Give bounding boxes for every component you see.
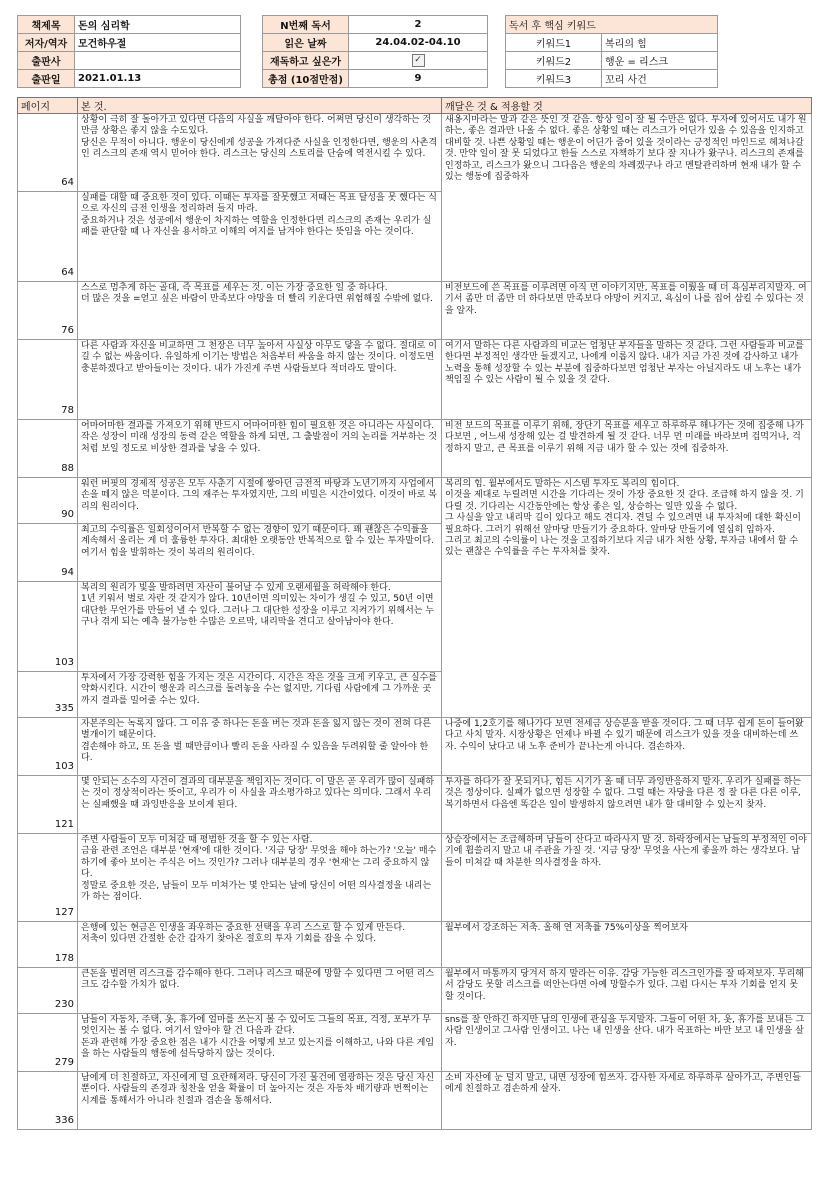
- quote-cell: 은행에 있는 현금은 인생을 좌우하는 중요한 선택을 우리 스스로 할 수 있게 만든다. 저축이 있다면 간절한 순간 갑자기 찾아온 절호의 투자 기회를 잡을 수 있다.: [78, 922, 442, 968]
- quote-cell: 워런 버핏의 경제적 성공은 모두 사춘기 시절에 쌓아던 금전적 바탕과 노년기까지 사업에서 손을 떼지 않은 덕분이다. 그의 재주는 투자였지만, 그의 비밀은 시간이었다. 이것이 바로 복리의 원리이다.: [78, 478, 442, 524]
- page-number: 103: [18, 718, 78, 776]
- score-value: 9: [349, 70, 488, 88]
- date-value: 24.04.02-04.10: [349, 34, 488, 52]
- keyword2-label: 키워드2: [506, 52, 602, 70]
- header-note: 깨달은 것 & 적용할 것: [442, 98, 812, 114]
- quote-cell: 어마어마한 결과를 가져오기 위해 반드시 어마어마한 힘이 필요한 것은 아니라는 사실이다. 작은 성장이 미래 성장의 동력 같은 역할을 하게 되면, 그 출발점이 거의 논리를 거부하는 것처럼 보일 정도로 비상한 결과를 낳을 수 있다.: [78, 420, 442, 478]
- page-number: 78: [18, 340, 78, 420]
- page-number: 121: [18, 776, 78, 834]
- note-cell: 상승장에서는 조급해하며 남들이 산다고 따라사지 말 것. 하락장에서는 남들의 부정적인 이야기에 휩쓸리지 말고 내 주관을 가질 것. '지금 당장' 무엇을 사는게 좋을까 하는 생각보다. 남들이 미쳐갈 때 차분한 의사결정을 하자.: [442, 834, 812, 922]
- page-number: 88: [18, 420, 78, 478]
- quote-cell: 주변 사람들이 모두 미쳐갈 때 평범한 것을 할 수 있는 사람. 금융 관련 조언은 대부분 '현재'에 대한 것이다. '지금 당장' 무엇을 해야 하는가? '오늘' 매수하기에 좋아 보이는 주식은 어느 것인가? 그러나 대부분의 경우 '현재'는 그리 중요하지 않다. 정말로 중요한 것은, 남들이 모두 미쳐가는 몇 안되는 날에 당신이 어떤 의사결정을 내리는가 하는 점이다.: [78, 834, 442, 922]
- title-label: 책제목: [18, 16, 75, 34]
- quote-cell: 최고의 수익률은 일회성이어서 반복할 수 없는 경향이 있기 때문이다. 꽤 괜찮은 수익률을 계속해서 올리는 게 더 훌륭한 투자다. 최대한 오랫동안 반복적으로 할 수 있는 투자말이다. 여기서 힘을 발휘하는 것이 복리의 원리이다.: [78, 524, 442, 582]
- header-page: 페이지: [18, 98, 78, 114]
- note-cell: 복리의 힘. 월부에서도 말하는 시스템 투자도 복리의 힘이다. 이것을 제대로 누릴려면 시간을 기다리는 것이 가장 중요한 것 같다. 조급해 하지 않을 것. 기다릴 것. 기다리는 시간동안에는 항상 좋은 일, 상승하는 일만 있을 수 없다. 그 사실을 알고 내리막 길이 있다고 해도 견디자. 견딜 수 있으려면 내 투자처에 대한 확신이 필요하다. 그러기 위해선 앞마당 만들기가 중요하다. 앞마당 만들기에 열심히 임하자. 그리고 최고의 수익률이 나는 것을 고집하기보다 지금 내가 처한 상황, 투자금 내에서 할 수 있는 괜찮은 수익률을 주는 투자처를 찾자.: [442, 478, 812, 718]
- page-number: 76: [18, 282, 78, 340]
- book-author: 모건하우절: [75, 34, 241, 52]
- note-cell: 여기서 말하는 다른 사람과의 비교는 엄청난 부자들을 말하는 것 같다. 그런 사람들과 비교를 한다면 부정적인 생각만 들겠지고, 나에게 이롭지 않다. 내가 지금 가진 것에 감사하고 내가 노력을 통해 성장할 수 있는 부분에 집중하다보면 엄청난 부자는 아닐지라도 내 노후는 내가 책임질 수 있는 사람이 될 수 있을 것 같다.: [442, 340, 812, 420]
- page-number: 127: [18, 834, 78, 922]
- note-cell: 새옹지마라는 말과 같은 뜻인 것 같음. 항상 일이 잘 될 수만은 없다. 투자에 있어서도 내가 원하는, 좋은 결과만 나올 수 없다. 좋은 상황일 때는 리스크가 어딘가 있을 수 있음을 인지하고 대비할 것. 나쁜 상황일 때는 행운이 어딘가 줌어 있을 것이라는 긍정적인 마인드로 헤쳐나갈 것. 만약 일이 잘 못 되었다고 한들 스스로 자책하기 보다 잘 지나가 왔구나. 리스크의 존재를 인정하고, 리스크가 왔으니 그다음은 행운의 차례겠구나 라고 멘탈관리하며 현재 내가 할 수 있는 행동에 집중하자: [442, 114, 812, 282]
- page-number: 178: [18, 922, 78, 968]
- quote-cell: 남에게 더 친절하고, 자신에게 덜 요란해져라. 당신이 가진 물건에 열광하는 것은 당신 자신뿐이다. 사람들의 존경과 칭찬을 얻을 확률이 더 높아지는 것은 자동차 배기량과 번쩍이는 시계를 통해서가 아니라 친절과 겸손을 통해서다.: [78, 1072, 442, 1130]
- page-number: 279: [18, 1014, 78, 1072]
- page-number: 90: [18, 478, 78, 524]
- quote-cell: 몇 안되는 소수의 사건이 결과의 대부분을 책임지는 것이다. 이 말은 곧 우리가 많이 실패하는 것이 정상적이라는 뜻이고, 우리가 이 사실을 과소평가하고 있다는 의미다. 그래서 우리는 실패했을 때 과잉반응을 보이게 된다.: [78, 776, 442, 834]
- keyword2-value: 행운 = 리스크: [602, 52, 718, 70]
- quote-cell: 자본주의는 녹록지 않다. 그 이유 중 하나는 돈을 버는 것과 돈을 잃지 않는 것이 전혀 다른 별개이기 때문이다. 겸손해야 하고, 또 돈을 벌 때만큼이나 빨리 돈을 사라질 수 있음을 두려워할 줄 알아야 한다.: [78, 718, 442, 776]
- page-number: 64: [18, 114, 78, 192]
- page-number: 230: [18, 968, 78, 1014]
- pub-date-label: 출판일: [18, 70, 75, 88]
- note-cell: 투자를 하다가 잘 못되거나, 힘든 시기가 올 때 너무 과잉반응하지 말자. 우리가 실패를 하는 것은 정상이다. 실패가 없으면 성장할 수 없다. 그럴 때는 자당을 다른 정 잘 다른 다른 이루, 복기하면서 다음엔 똑같은 일이 발생하지 않으려면 내가 할 대비할 수 있는지 찾자.: [442, 776, 812, 834]
- nth-label: N번째 독서: [263, 16, 349, 34]
- page-number: 103: [18, 582, 78, 672]
- publisher-label: 출판사: [18, 52, 75, 70]
- note-cell: sns를 잘 안하긴 하지만 남의 인생에 관심을 두지말자. 그들이 어떤 차, 옷, 휴가를 보내든 그사람 인생이고 그사람 인생이고. 나는 내 인생을 산다. 내가 목표하는 바만 보고 내 인생을 살자.: [442, 1014, 812, 1072]
- keyword1-value: 복리의 힘: [602, 34, 718, 52]
- book-info-table: [17, 15, 241, 88]
- book-title: 돈의 심리학: [75, 16, 241, 34]
- page-number: 64: [18, 192, 78, 282]
- keywords-table: [505, 15, 718, 88]
- note-cell: 월부에서 마통까지 당겨서 하지 말라는 이유. 감당 가능한 리스크인가를 잘 따져보자. 무리해서 감당도 못할 리스크를 떠안는다면 아예 망할수가 있다. 그럼 다시는 투자 기회를 얻지 못 할 것이다.: [442, 968, 812, 1014]
- quote-cell: 투자에서 가장 강력한 힘을 가지는 것은 시간이다. 시간은 작은 것을 크게 키우고, 큰 실수를 약화시킨다. 시간이 행운과 리스크를 돌려놓을 수는 없지만, 기다림 사람에게 그 가까운 곳까지 결과를 밀어줄 수는 있다.: [78, 672, 442, 718]
- quote-cell: 남들이 자동차, 주택, 옷, 휴가에 얼마를 쓰는지 볼 수 있어도 그들의 목표, 걱정, 포부가 무엇인지는 볼 수 없다. 여기서 알아야 할 건 다음과 같다. 돈과 관련해 가장 중요한 점은 내가 시간을 어떻게 보고 있는지를 이해하고, 나와 다른 게임을 하는 사람들의 행동에 설득당하지 않는 것이다.: [78, 1014, 442, 1072]
- note-cell: 소비 자산에 눈 덜지 말고, 내면 성장에 힘쓰자. 감사한 자세로 하루하루 살아가고, 주변인들에게 친절하고 겸손하게 살자.: [442, 1072, 812, 1130]
- reading-notes-table: [17, 97, 812, 1130]
- note-cell: 비전 보드의 목표를 이루기 위해, 장단기 목표를 세우고 하루하루 해나가는 것에 집중해 나가다보면 , 어느새 성장해 있는 걸 발견하게 될 것 같다. 너무 먼 미래를 바라보며 겁먹거나, 걱정하지 말고, 큰 목표를 이루기 위해 지금 내가 할 수 있는 것에 집중하자.: [442, 420, 812, 478]
- quote-cell: 복리의 원리가 빛을 발하려면 자산이 불어날 수 있게 오랜세월을 허락해야 한다. 1년 키워서 별로 자란 것 같지가 않다. 10년이면 의미있는 차이가 생길 수 있고, 50년 이면 대단한 무언가를 만들어 낼 수 있다. 그러나 그 대단한 성장을 이루고 지켜가기 위해서는 누구나 겪게 되는 예측 불가능한 수많은 오르막, 내리막을 견디고 살아남아야 한다.: [78, 582, 442, 672]
- score-label: 총점 (10점만점): [263, 70, 349, 88]
- page-number: 94: [18, 524, 78, 582]
- reread-label: 재독하고 싶은가: [263, 52, 349, 70]
- page-number: 335: [18, 672, 78, 718]
- note-cell: 나중에 1,2호기를 해나가다 보면 전세금 상승분을 받을 것이다. 그 때 너무 쉽게 돈이 들어왔다고 사치 말자. 시장상황은 언제나 바뀔 수 있기 때문에 리스크가 있을 것을 대비하는데 쓰자. 수익이 났다고 내 노후 준비가 끝나는게 아니다. 겸손하자.: [442, 718, 812, 776]
- keyword3-label: 키워드3: [506, 70, 602, 88]
- page-number: 336: [18, 1072, 78, 1130]
- quote-cell: 다른 사람과 자신을 비교하면 그 천장은 너무 높아서 사실상 아무도 닿을 수 없다. 절대로 이길 수 없는 싸움이다. 유일하게 이기는 방법은 처음부터 싸움을 하지 않는 것이다. 이정도면 충분하겠다고 받아들이는 것이다. 내가 가진게 주변 사람들보다 적더라도 말이다.: [78, 340, 442, 420]
- book-publisher: [75, 52, 241, 70]
- keywords-header: 독서 후 핵심 키워드: [506, 16, 718, 34]
- quote-cell: 실패를 대할 때 중요한 것이 있다. 이때는 투자를 잘못했고 저때는 목표 달성을 못 했다는 식으로 자신의 금전 인생을 정리하려 들지 마라. 중요하거나 것은 성공에서 행운이 차지하는 역할을 인정한다면 리스크의 존재는 우리가 실패를 판단할 때 나 자신을 용서하고 이해의 여지를 남겨야 한다는 뜻임을 아는 것이다.: [78, 192, 442, 282]
- reread-checkbox[interactable]: ✓: [412, 54, 425, 67]
- keyword3-value: 꼬리 사건: [602, 70, 718, 88]
- header-quote: 본 것.: [78, 98, 442, 114]
- reading-info-table: [262, 15, 488, 88]
- author-label: 저자/역자: [18, 34, 75, 52]
- nth-value: 2: [349, 16, 488, 34]
- date-label: 읽은 날짜: [263, 34, 349, 52]
- note-cell: 비전보드에 쓴 목표를 이루려면 아직 먼 이야기지만, 목표를 이뤘을 때 더 욕심부리지말자. 여기서 좀만 더 좀만 더 하다보면 만족보다 야망이 커지고, 욕심이 나를 집어 삼킬 수 있다는 것을 알자.: [442, 282, 812, 340]
- note-cell: 월부에서 강조하는 저축. 올해 연 저축률 75%이상을 찍어보자: [442, 922, 812, 968]
- quote-cell: 큰돈을 벌려면 리스크를 감수해야 한다. 그러나 리스크 때문에 망할 수 있다면 그 어떤 리스크도 감수할 가치가 없다.: [78, 968, 442, 1014]
- quote-cell: 상황이 극히 잘 돌아가고 있다면 다음의 사실을 깨달아야 한다. 어쩌면 당신이 생각하는 것만큼 상황은 좋지 않을 수도있다. 당신은 무적이 아니다. 행운이 당신에게 성공을 가져다준 사실을 인정한다면, 행운의 사촌격인 리스크의 존재 역시 믿어야 한다. 리스크는 당신의 스토리를 단숨에 역전시킬 수 있다.: [78, 114, 442, 192]
- quote-cell: 스스로 멈추게 하는 골대, 즉 목표를 세우는 것. 이는 가장 중요한 일 중 하나다. 더 많은 것을 =얻고 싶은 바람이 만족보다 야망을 더 빨리 키운다면 위험해질 수밖에 없다.: [78, 282, 442, 340]
- book-pub-date: 2021.01.13: [75, 70, 241, 88]
- keyword1-label: 키워드1: [506, 34, 602, 52]
